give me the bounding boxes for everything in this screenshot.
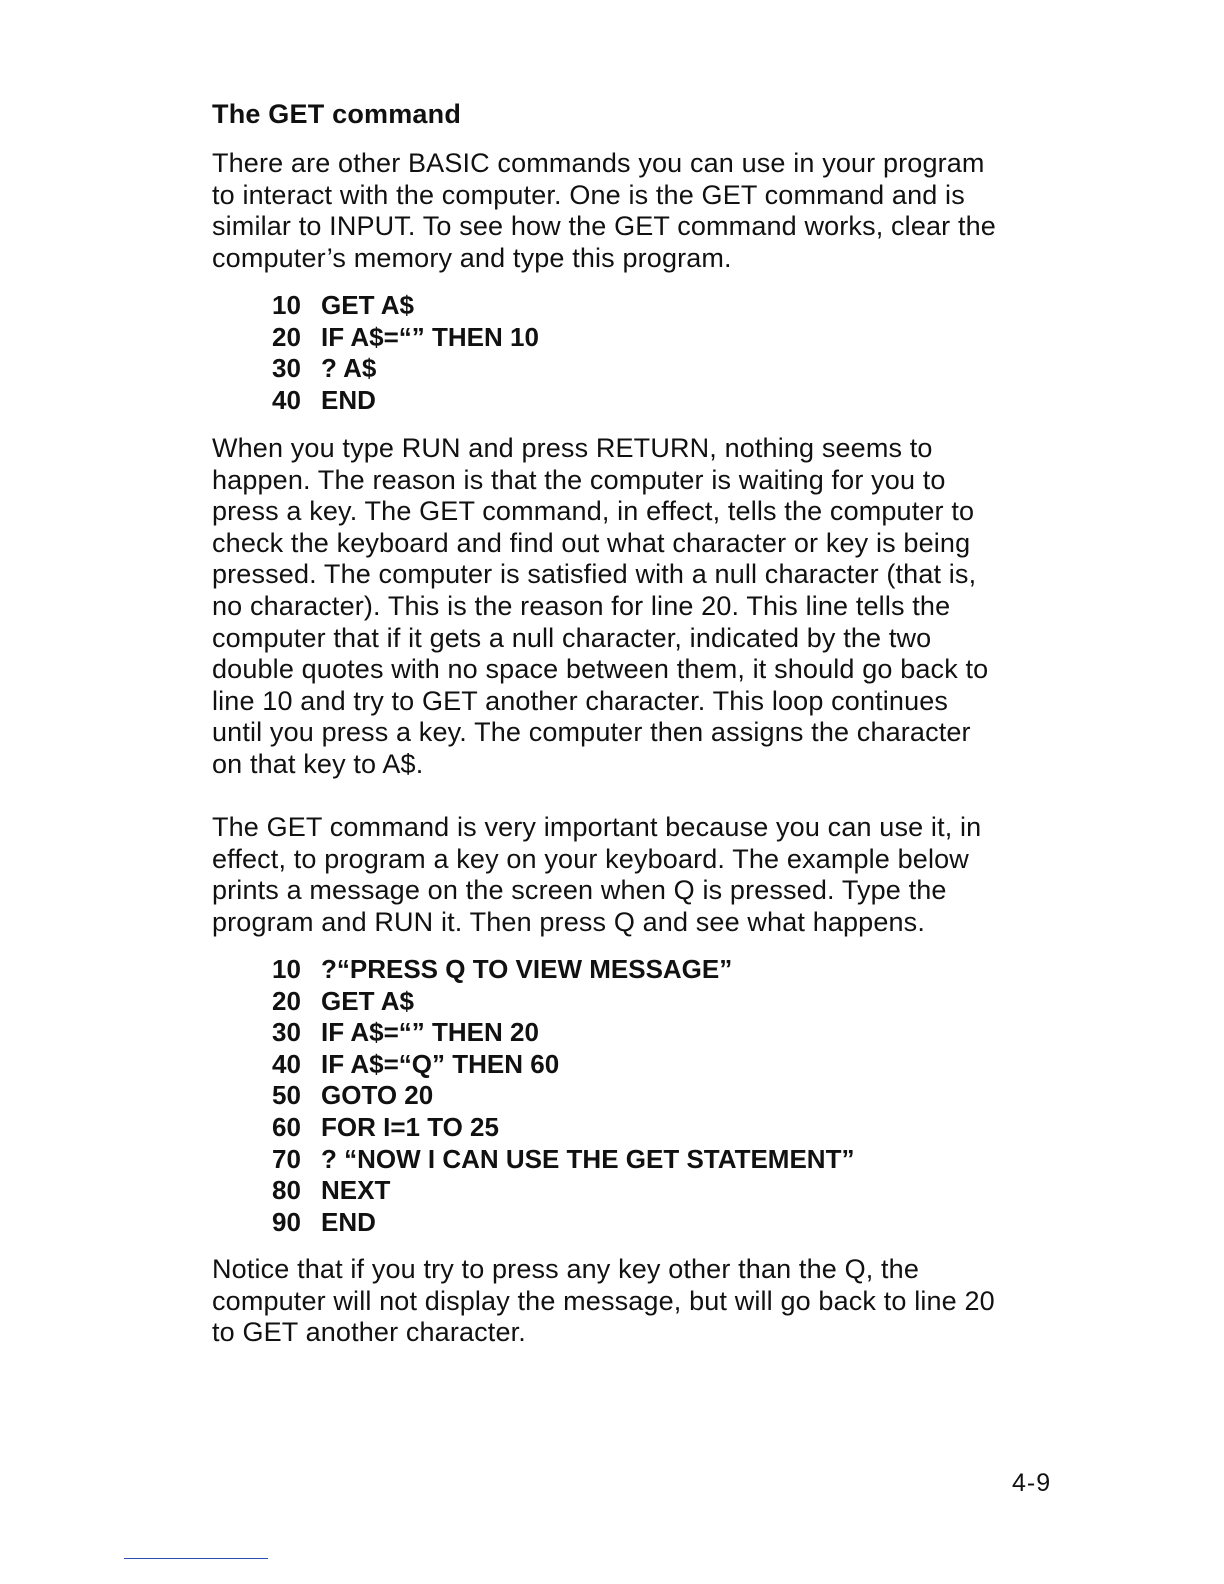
code-text: ? A$ (321, 353, 377, 384)
line-number: 20 (272, 985, 301, 1016)
footer-rule (124, 1558, 268, 1559)
text-line: pressed. The computer is satisfied with a null character (that is, (212, 559, 977, 590)
code-text: ?“PRESS Q TO VIEW MESSAGE” (321, 954, 733, 984)
line-number: 30 (272, 353, 301, 384)
code-text: FOR I=1 TO 25 (321, 1111, 499, 1142)
text-line: The GET command is very important because you can use it, in (212, 812, 982, 842)
code-line (272, 353, 539, 385)
code-line (272, 1207, 854, 1239)
code-line (272, 1017, 854, 1049)
code-text: NEXT (321, 1175, 391, 1206)
code-line (272, 1080, 854, 1112)
text-line: There are other BASIC commands you can use in your program (212, 148, 985, 178)
code-line (272, 1144, 854, 1176)
text-line: no character). This is the reason for line 20. This line tells the (212, 590, 951, 621)
line-number: 80 (272, 1175, 301, 1206)
code-line (272, 1049, 854, 1081)
line-number: 40 (272, 1048, 301, 1079)
line-number: 20 (272, 321, 301, 352)
line-number: 70 (272, 1143, 301, 1174)
importance-paragraph (212, 812, 1072, 938)
code-listing-1 (272, 290, 539, 416)
text-line: press a key. The GET command, in effect, tells the computer to (212, 496, 975, 527)
line-number: 10 (272, 290, 301, 320)
text-line: line 10 and try to GET another character. This loop continues (212, 685, 949, 716)
code-text: GET A$ (321, 290, 414, 320)
line-number: 60 (272, 1111, 301, 1142)
text-line: prints a message on the screen when Q is pressed. Type the (212, 875, 947, 906)
text-line: to interact with the computer. One is the GET command and is (212, 179, 965, 210)
code-line (272, 385, 539, 417)
text-line: similar to INPUT. To see how the GET command works, clear the (212, 211, 996, 242)
line-number: 10 (272, 954, 301, 984)
text-line: on that key to A$. (212, 748, 424, 779)
code-line (272, 1175, 854, 1207)
text-line: double quotes with no space between them, it should go back to (212, 654, 989, 685)
text-line: computer will not display the message, but will go back to line 20 (212, 1285, 995, 1316)
code-text: ? “NOW I CAN USE THE GET STATEMENT” (321, 1143, 855, 1174)
intro-paragraph (212, 148, 1072, 274)
text-line: happen. The reason is that the computer is waiting for you to (212, 464, 946, 495)
code-line (272, 322, 539, 354)
text-line: program and RUN it. Then press Q and see what happens. (212, 906, 925, 937)
code-text: GOTO 20 (321, 1080, 434, 1111)
line-number: 50 (272, 1080, 301, 1111)
code-text: GET A$ (321, 985, 414, 1016)
line-number: 40 (272, 384, 301, 415)
code-line (272, 1112, 854, 1144)
code-listing-2 (272, 954, 854, 1238)
code-text: END (321, 384, 376, 415)
explanation-paragraph (212, 433, 1072, 781)
code-text: IF A$=“Q” THEN 60 (321, 1048, 560, 1079)
section-heading: The GET command (212, 99, 462, 129)
code-line (272, 986, 854, 1018)
text-line: until you press a key. The computer then assigns the character (212, 717, 971, 748)
text-line: check the keyboard and find out what character or key is being (212, 527, 971, 558)
text-line: computer that if it gets a null character, indicated by the two (212, 622, 932, 653)
code-text: IF A$=“” THEN 10 (321, 321, 539, 352)
code-line (272, 954, 854, 986)
text-line: computer’s memory and type this program. (212, 242, 732, 273)
code-line (272, 290, 539, 322)
notice-paragraph (212, 1254, 1072, 1349)
text-line: Notice that if you try to press any key other than the Q, the (212, 1254, 920, 1284)
text-line: effect, to program a key on your keyboard. The example below (212, 843, 969, 874)
text-line: When you type RUN and press RETURN, nothing seems to (212, 433, 933, 463)
text-line: to GET another character. (212, 1317, 526, 1348)
line-number: 90 (272, 1206, 301, 1237)
code-text: IF A$=“” THEN 20 (321, 1017, 539, 1048)
line-number: 30 (272, 1017, 301, 1048)
code-text: END (321, 1206, 376, 1237)
page-number: 4-9 (1012, 1469, 1052, 1497)
